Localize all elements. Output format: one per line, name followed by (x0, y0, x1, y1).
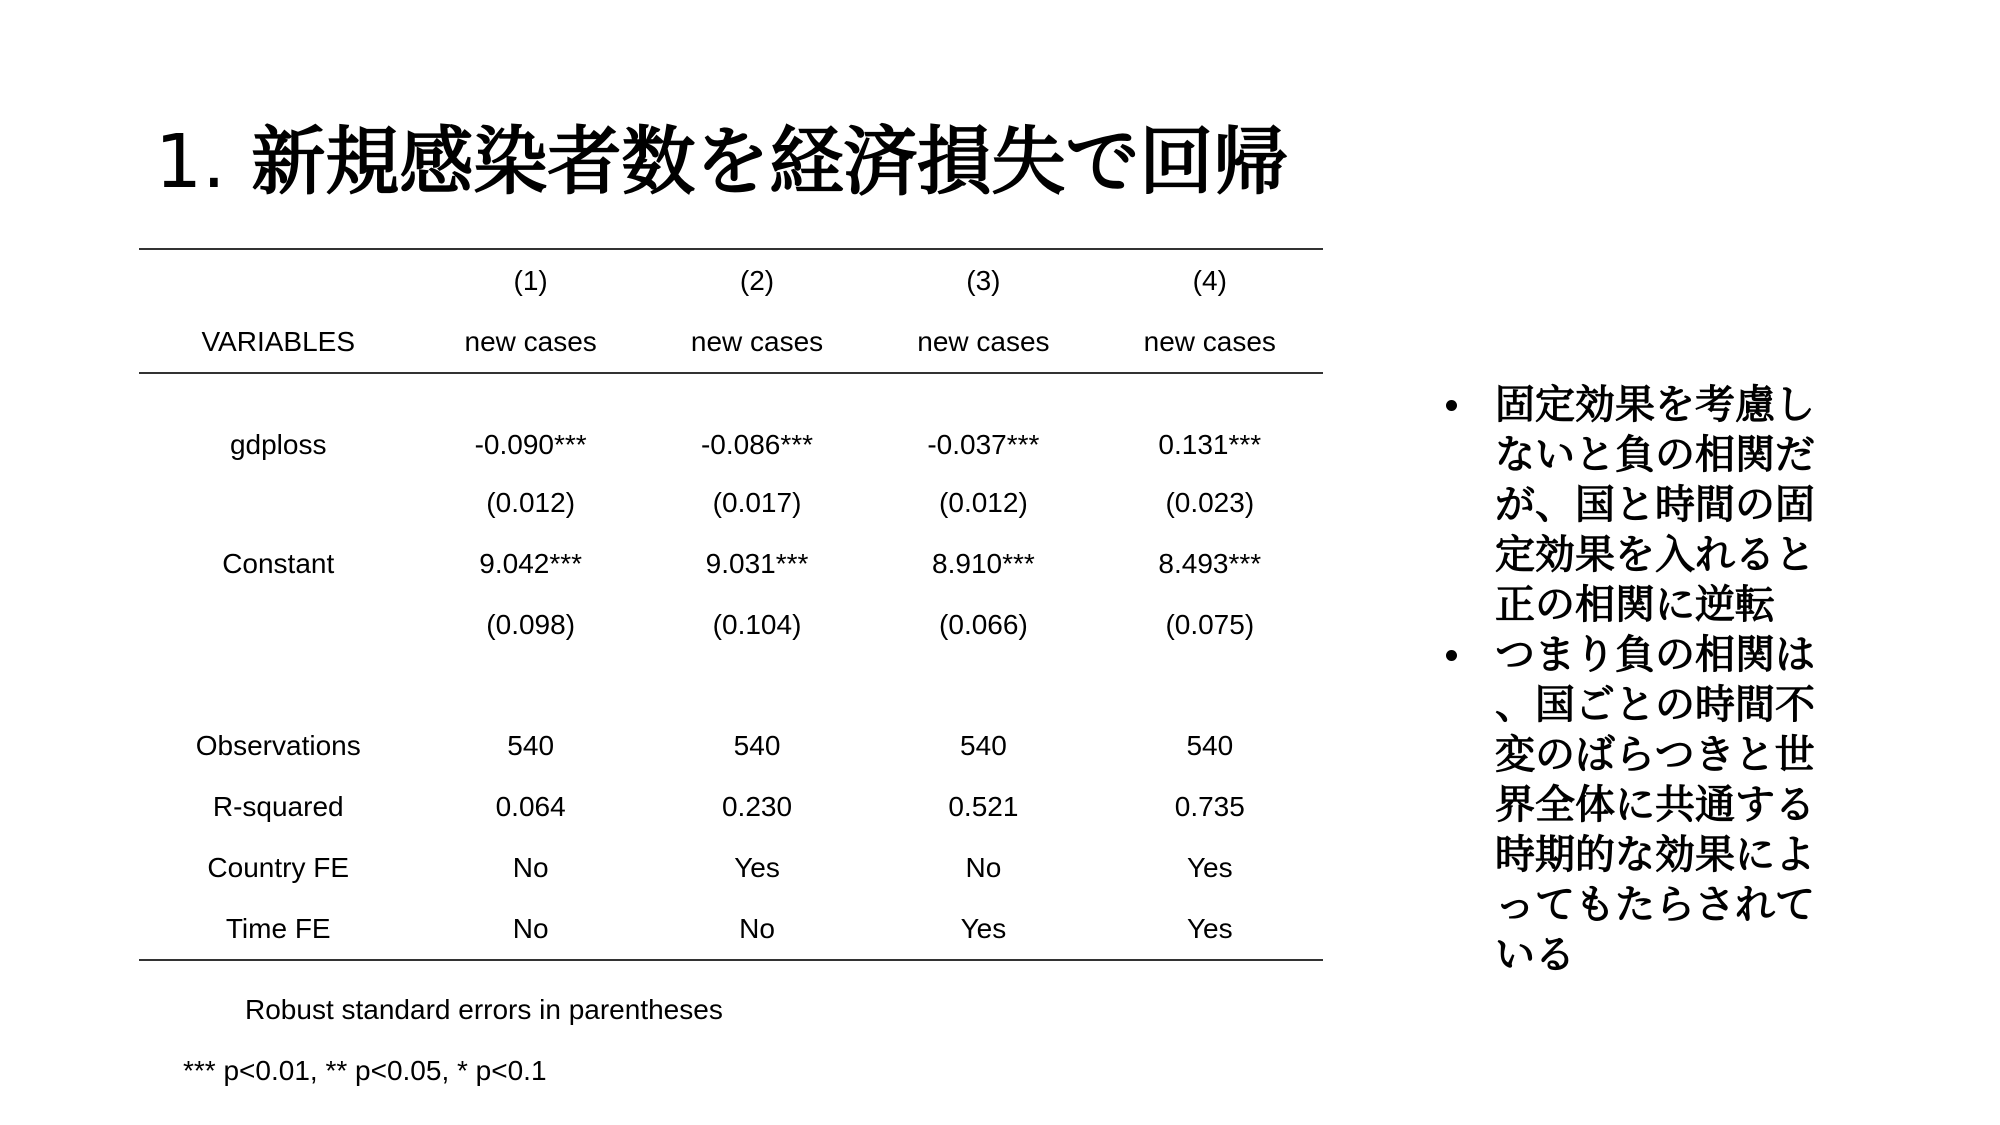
se-cell: (0.066) (939, 609, 1028, 640)
coef-cell: -0.090*** (474, 429, 587, 460)
bullet-list (1438, 380, 1858, 980)
coef-cell: 8.493*** (1158, 548, 1262, 579)
coef-cell: 8.910*** (932, 548, 1035, 579)
significance-note: *** p<0.01, ** p<0.05, * p<0.1 (183, 1055, 547, 1086)
stat-cell: 0.064 (495, 791, 566, 822)
bullet-line: つまり負の相関は (1495, 632, 1815, 678)
stat-cell: No (644, 898, 870, 960)
stat-cell: 540 (1186, 730, 1234, 761)
stats-row-observations (139, 715, 1323, 776)
coef-cell: 9.031*** (705, 548, 809, 579)
stat-cell: 0.521 (948, 791, 1019, 822)
column-number: (3) (870, 249, 1096, 311)
stat-cell: Yes (734, 852, 780, 883)
bullet-line: いる (1495, 932, 1575, 978)
spacer-row (139, 373, 1323, 417)
bullet-line: 、国ごとの時間不 (1495, 682, 1815, 728)
stats-row-r-squared (139, 776, 1323, 837)
se-cell: (0.012) (486, 487, 576, 518)
coef-cell: 0.131*** (1158, 429, 1262, 460)
slide-title (155, 118, 1287, 207)
bullet-line: が、国と時間の固 (1495, 482, 1815, 528)
stat-cell: Yes (870, 898, 1096, 960)
se-row-constant (139, 594, 1323, 655)
table-note: Robust standard errors in parentheses (245, 994, 723, 1025)
corner-cell (139, 249, 417, 311)
stat-cell: 540 (960, 730, 1007, 761)
coef-cell: 9.042*** (479, 548, 583, 579)
bullet-line: ってもたらされて (1495, 882, 1815, 928)
variables-header: VARIABLES (139, 311, 417, 373)
bullet-line: ないと負の相関だ (1495, 432, 1815, 478)
bullet-item (1438, 630, 1858, 980)
se-cell: (0.098) (486, 609, 576, 640)
bullet-dot-icon (1446, 400, 1457, 411)
title-number: 1. (155, 119, 226, 205)
se-cell: (0.017) (712, 487, 802, 518)
column-number-row (139, 249, 1323, 311)
se-cell: (0.012) (939, 487, 1028, 518)
se-row-gdploss (139, 472, 1323, 533)
row-label: Constant (222, 548, 335, 579)
stats-row-country-fe (139, 837, 1323, 898)
dependent-variable: new cases (1097, 311, 1323, 373)
stat-cell: No (417, 898, 643, 960)
stat-cell: 540 (733, 730, 781, 761)
se-cell: (0.023) (1165, 487, 1255, 518)
stat-cell: Yes (1097, 898, 1323, 960)
stat-cell: No (965, 852, 1002, 883)
row-label: Time FE (139, 898, 417, 960)
stat-cell: Yes (1186, 852, 1233, 883)
row-label: Country FE (207, 852, 350, 883)
bullet-line: 正の相関に逆転 (1495, 582, 1775, 628)
dependent-variable: new cases (644, 311, 870, 373)
coef-cell: -0.086*** (700, 429, 814, 460)
title-text: 新規感染者数を経済損失で回帰 (251, 119, 1288, 205)
regression-table (139, 248, 1323, 961)
coef-row-gdploss (139, 417, 1323, 472)
column-number: (1) (417, 249, 643, 311)
row-label: gdploss (229, 429, 327, 460)
coef-cell: -0.037*** (927, 429, 1040, 460)
stat-cell: No (512, 852, 549, 883)
dependent-variable: new cases (870, 311, 1096, 373)
bullet-line: 定効果を入れると (1495, 532, 1815, 578)
coef-row-constant (139, 533, 1323, 594)
dependent-variable: new cases (417, 311, 643, 373)
stat-cell: 540 (507, 730, 555, 761)
bullet-line: 変のばらつきと世 (1495, 732, 1815, 778)
bullet-dot-icon (1446, 650, 1457, 661)
dependent-variable-row (139, 311, 1323, 373)
se-cell: (0.075) (1165, 609, 1255, 640)
column-number: (4) (1097, 249, 1323, 311)
stats-row-time-fe (139, 898, 1323, 960)
column-number: (2) (644, 249, 870, 311)
bullet-line: 時期的な効果によ (1495, 832, 1815, 878)
bullet-item (1438, 380, 1858, 630)
stat-cell: 0.230 (721, 791, 793, 822)
row-label: R-squared (212, 791, 344, 822)
bullet-line: 界全体に共通する (1495, 782, 1815, 828)
spacer-row (139, 655, 1323, 715)
se-cell: (0.104) (712, 609, 802, 640)
bullet-line: 固定効果を考慮し (1495, 382, 1815, 428)
row-label: Observations (195, 730, 361, 761)
stat-cell: 0.735 (1174, 791, 1245, 822)
